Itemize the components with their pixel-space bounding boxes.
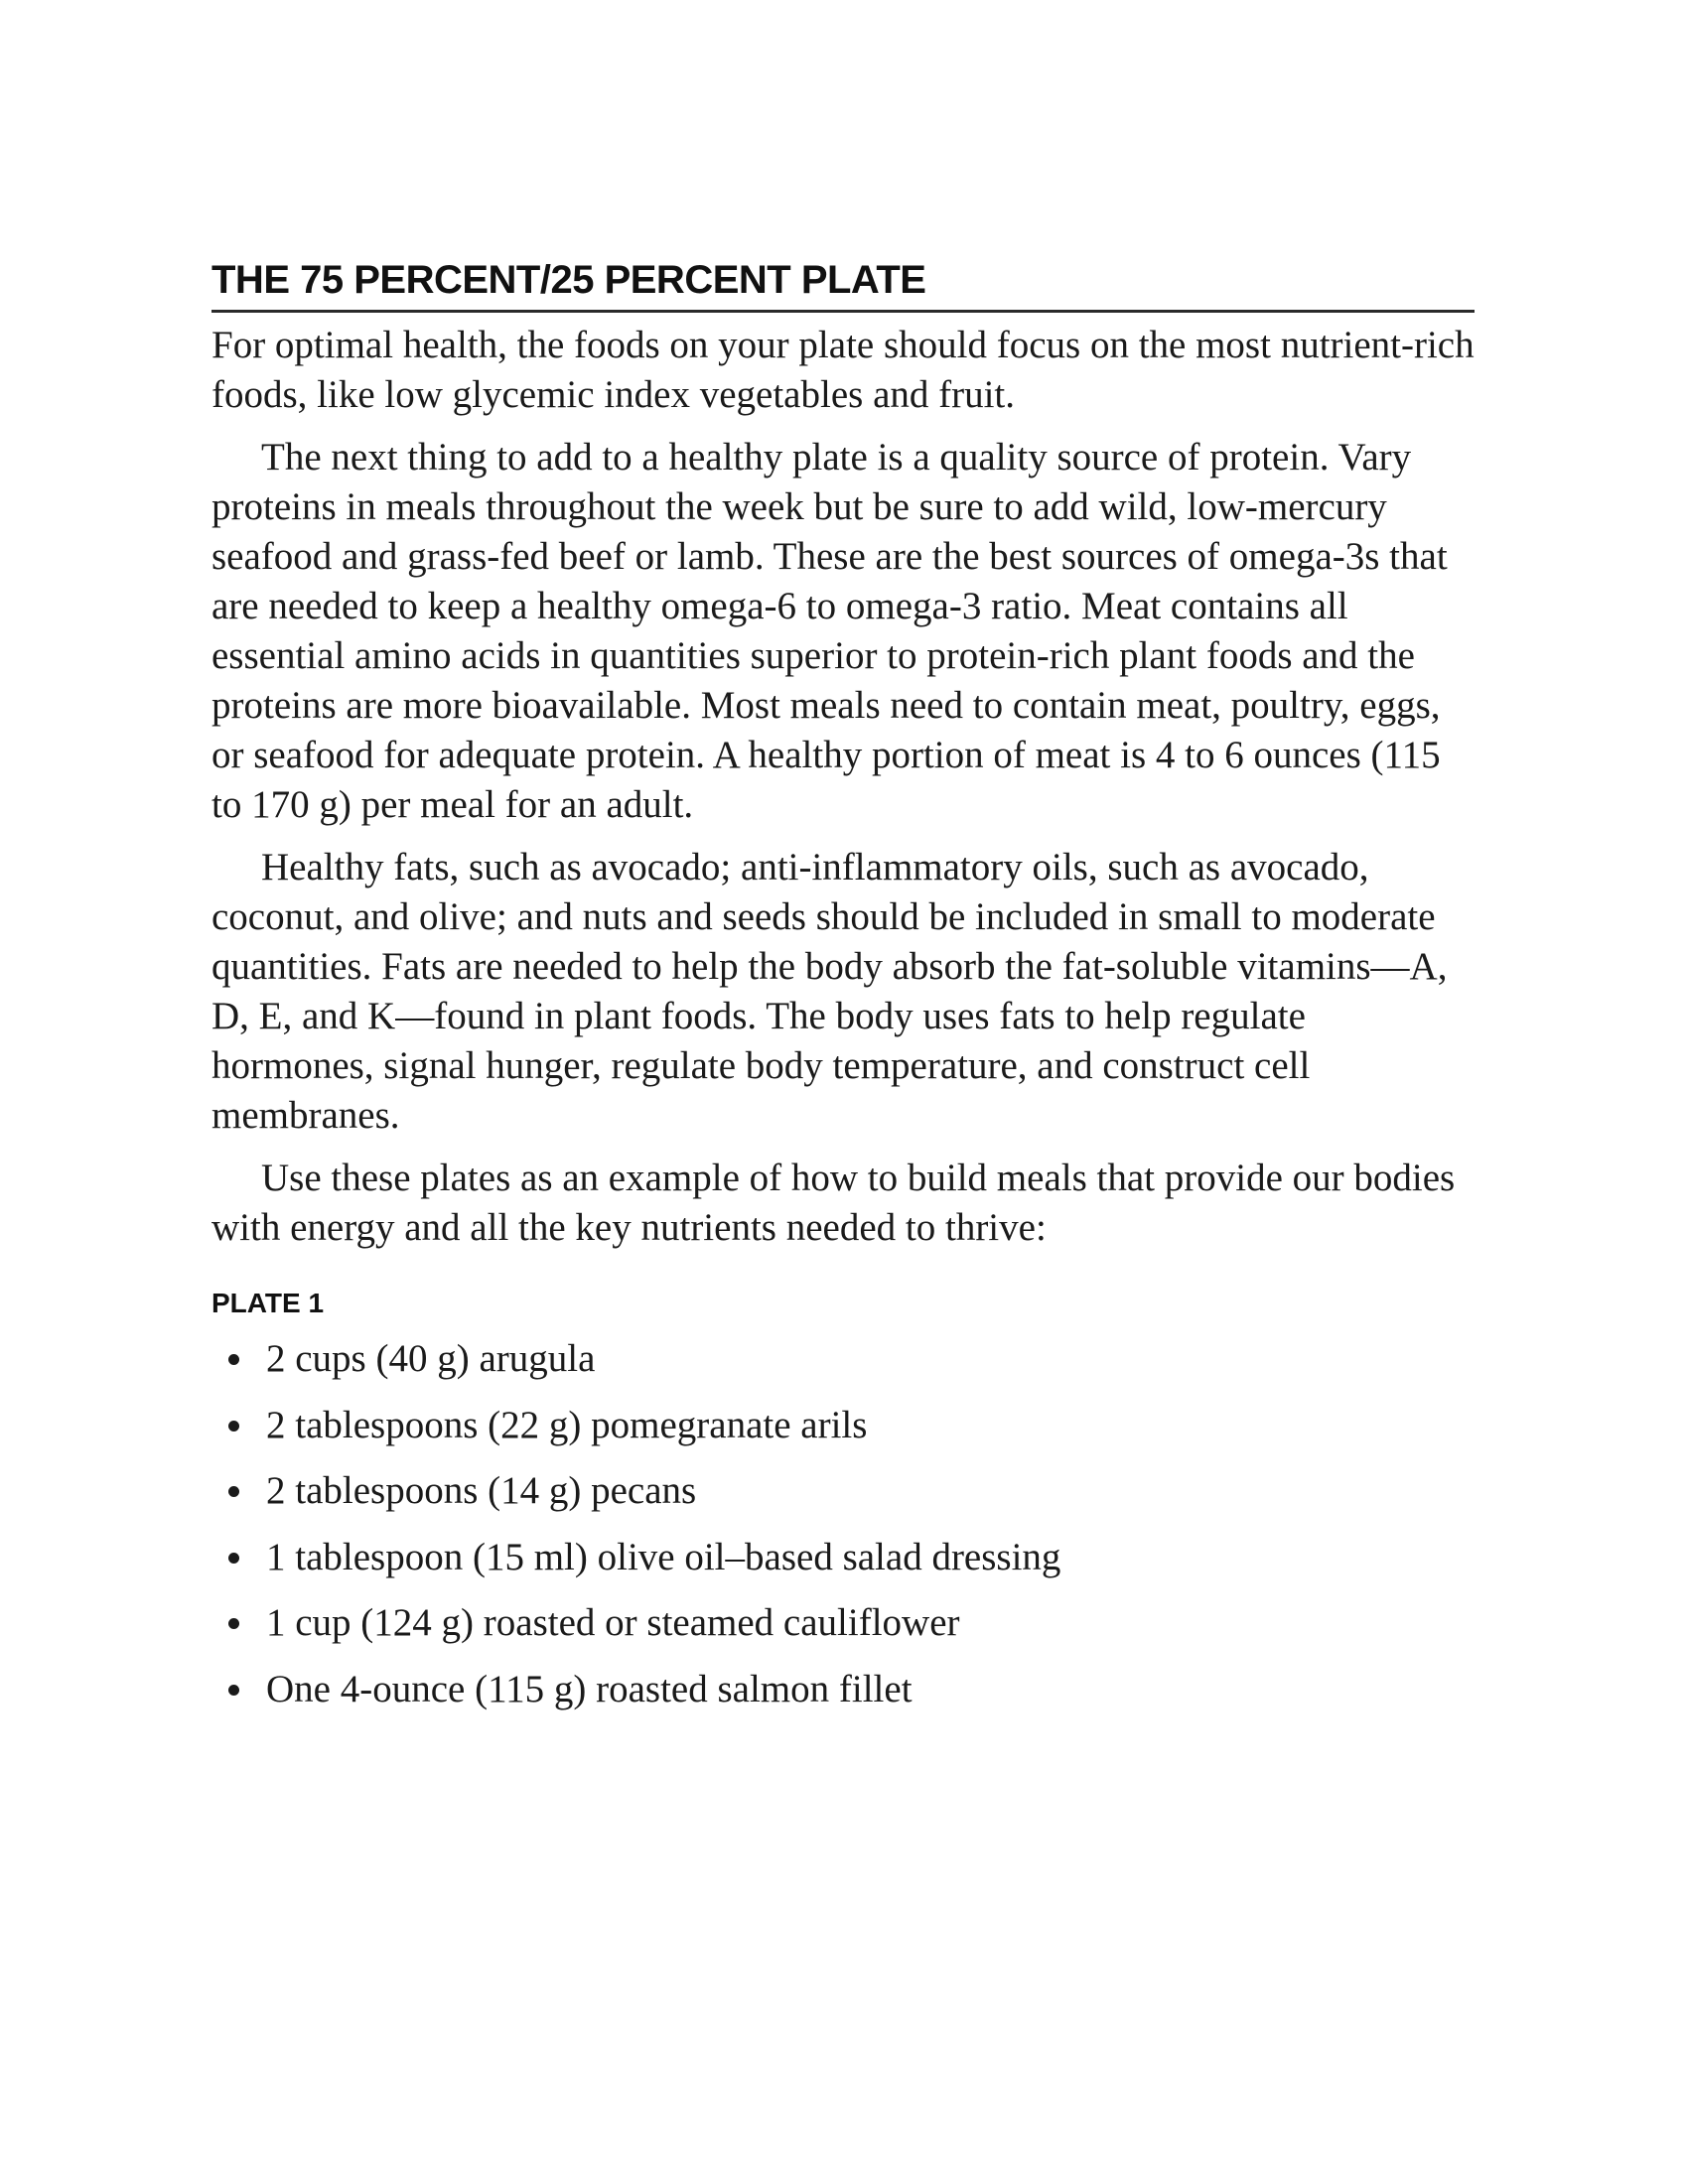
title-divider xyxy=(211,310,1475,313)
bullet-icon xyxy=(228,1421,239,1432)
bullet-icon xyxy=(228,1618,239,1629)
list-item-text: One 4-ounce (115 g) roasted salmon fillet xyxy=(266,1667,913,1710)
plate-1-heading: PLATE 1 xyxy=(211,1288,325,1318)
section-title: THE 75 PERCENT/25 PERCENT PLATE xyxy=(211,258,926,302)
bullet-icon xyxy=(228,1354,239,1365)
list-item-text: 2 cups (40 g) arugula xyxy=(266,1337,596,1380)
list-item xyxy=(211,1334,1475,1384)
list-item-text: 2 tablespoons (14 g) pecans xyxy=(266,1469,697,1512)
paragraph-protein: The next thing to add to a healthy plate is a quality source of protein. Vary proteins in meals throughout the week but be sure to add wild, low-mercury seafood and grass-fed beef or lamb. These are the best sources of omega-3s that are needed to keep a healthy omega-6 to omega-3 ratio. Meat contains all essential amino acids in quantities superior to protein-rich plant foods and the proteins are more bioavailable. Most meals need to contain meat, poultry, eggs, or seafood for adequate protein. A healthy portion of meat is 4 to 6 ounces (115 to 170 g) per meal for an adult. xyxy=(211,436,1448,826)
plate-1-ingredient-list xyxy=(211,1334,1475,1714)
body-text xyxy=(211,321,1475,1253)
list-item xyxy=(211,1598,1475,1648)
page-content xyxy=(211,256,1475,1730)
list-item-text: 2 tablespoons (22 g) pomegranate arils xyxy=(266,1403,868,1446)
paragraph-plates: Use these plates as an example of how to build meals that provide our bodies with energy and all the key nutrients needed to thrive: xyxy=(211,1157,1456,1249)
bullet-icon xyxy=(228,1685,239,1696)
paragraph-fats: Healthy fats, such as avocado; anti-inflammatory oils, such as avocado, coconut, and olive; and nuts and seeds should be included in small to moderate quantities. Fats are needed to help the body absorb the fat-soluble vitamins—A, D, E, and K—found in plant foods. The body uses fats to help regulate hormones, signal hunger, regulate body temperature, and construct cell membranes. xyxy=(211,846,1448,1137)
bullet-icon xyxy=(228,1553,239,1564)
list-item-text: 1 cup (124 g) roasted or steamed cauliflower xyxy=(266,1601,960,1644)
list-item xyxy=(211,1533,1475,1582)
bullet-icon xyxy=(228,1486,239,1497)
list-item xyxy=(211,1665,1475,1714)
list-item xyxy=(211,1466,1475,1516)
list-item xyxy=(211,1401,1475,1450)
paragraph-intro: For optimal health, the foods on your plate should focus on the most nutrient-rich foods, like low glycemic index vegetables and fruit. xyxy=(211,324,1475,416)
list-item-text: 1 tablespoon (15 ml) olive oil–based salad dressing xyxy=(266,1535,1061,1578)
